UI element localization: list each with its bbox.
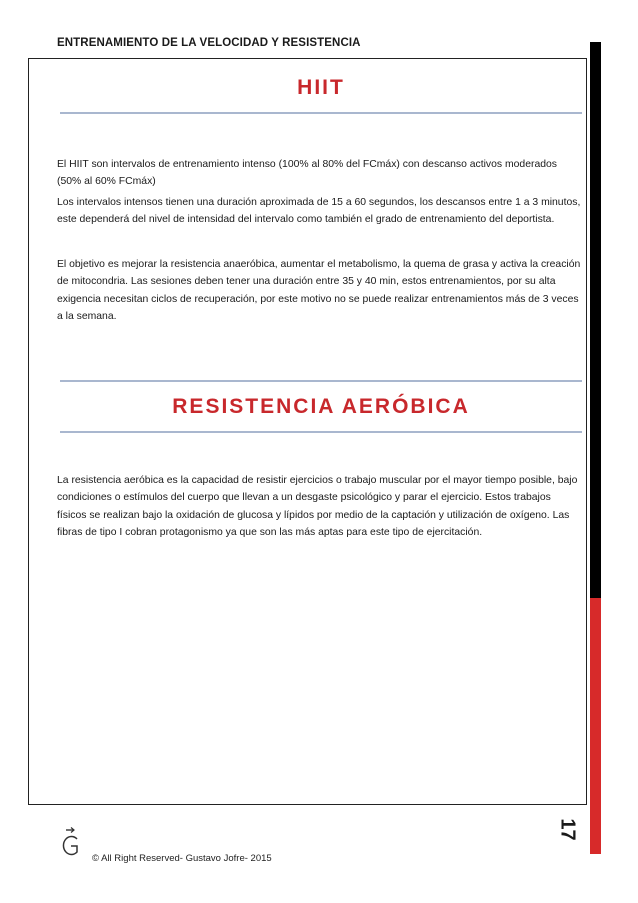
page-header: ENTRENAMIENTO DE LA VELOCIDAD Y RESISTENCIA bbox=[57, 37, 361, 49]
g-logo-icon bbox=[60, 827, 82, 857]
page-number: 17 bbox=[556, 818, 579, 841]
section-title-resistencia-aerobica: RESISTENCIA AERÓBICA bbox=[172, 395, 470, 418]
paragraph: La resistencia aeróbica es la capacidad de resistir ejercicios o trabajo muscular por el mayor tiempo posible, bajo condiciones o estímulos del cuerpo que llevan a un desgaste psicológico y parar el ejercicio. Estos trabajos físicos se realizan bajo la oxidación de glucosa y lípidos por medio de la captación y utilización de oxígeno. Las fibras de tipo I cobran protagonismo ya que son las más aptas para este tipo de ejercitación. bbox=[57, 475, 578, 539]
paragraph: El HIIT son intervalos de entrenamiento intenso (100% al 80% del FCmáx) con descanso activos moderados (50% al 60% FCmáx) bbox=[57, 159, 557, 188]
section-rule bbox=[60, 380, 582, 382]
side-bar-black bbox=[590, 42, 601, 598]
paragraph: El objetivo es mejorar la resistencia anaeróbica, aumentar el metabolismo, la quema de grasa y activa la creación de mitocondria. Las sesiones deben tener una duración entre 35 y 40 min, estos entrenamientos, por su alta exigencia necesitan ciclos de recuperación, por este motivo no se puede realizar entrenamientos más de 3 veces a la semana. bbox=[57, 259, 581, 323]
footer-copyright: © All Right Reserved- Gustavo Jofre- 2015 bbox=[92, 853, 272, 864]
side-bar-red bbox=[590, 598, 601, 854]
section-rule bbox=[60, 112, 582, 114]
section-title-hiit: HIIT bbox=[297, 76, 345, 99]
section-rule bbox=[60, 431, 582, 433]
paragraph: Los intervalos intensos tienen una duración aproximada de 15 a 60 segundos, los descansos entre 1 a 3 minutos, este dependerá del nivel de intensidad del intervalo como también el grado de entrenamiento del deportista. bbox=[57, 197, 581, 226]
